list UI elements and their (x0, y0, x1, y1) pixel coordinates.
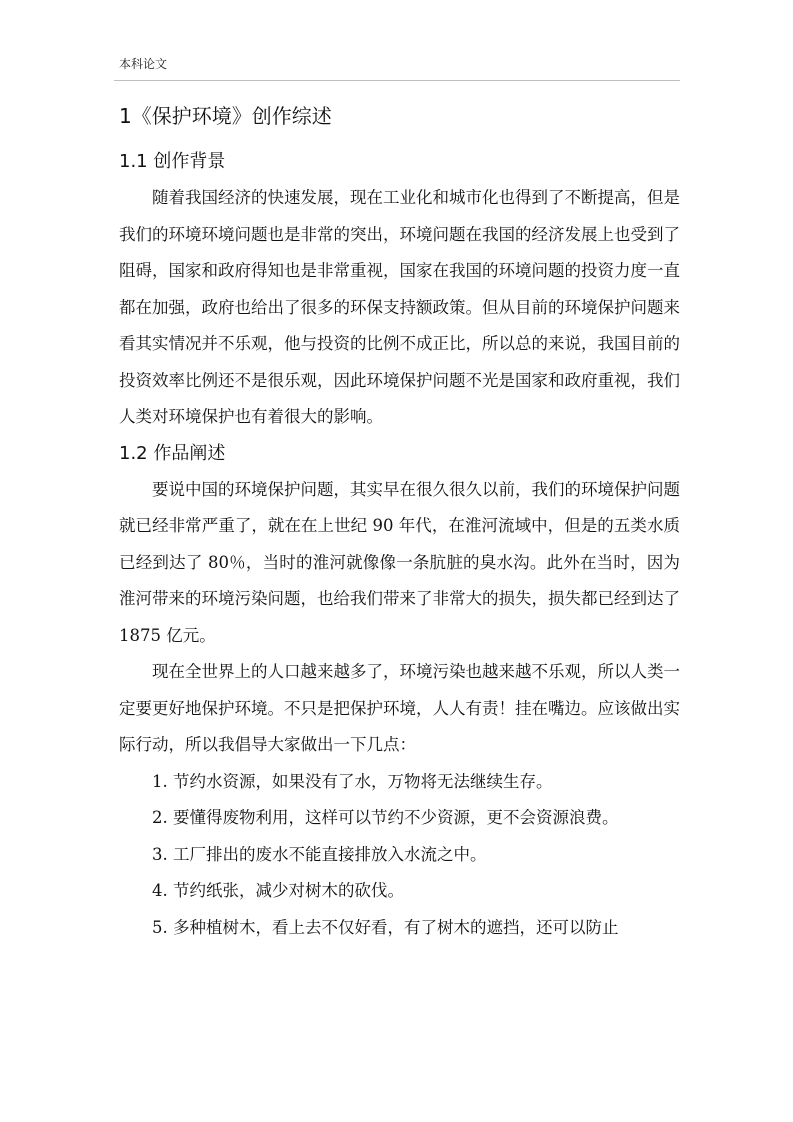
list-item: 5. 多种植树木，看上去不仅好看，有了树木的遮挡，还可以防止 (152, 917, 619, 937)
page-header: 本科论文 (119, 57, 168, 71)
list-item: 4. 节约纸张，减少对树木的砍伐。 (152, 881, 404, 900)
chapter-title: 1《保护环境》创作综述 (119, 104, 332, 128)
list-item: 2. 要懂得废物利用，这样可以节约不少资源，更不会资源浪费。 (152, 808, 619, 827)
section-heading-description: 1.2 作品阐述 (119, 442, 226, 464)
section-paragraph-description-2: 现在全世界上的人口越来越多了，环境污染也越来越不乐观，所以人类一定要更好地保护环境。不只是把保护环境，人人有责！挂在嘴边。应该做出实际行动，所以我倡导大家做出一下几点： (119, 662, 680, 754)
section-paragraph-background: 随着我国经济的快速发展，现在工业化和城市化也得到了不断提高，但是我们的环境环境问题也是非常的突出，环境问题在我国的经济发展上也受到了阻碍，国家和政府得知也是非常重视，国家在我国的环境问题的投资力度一直都在加强，政府也给出了很多的环保支持额政策。但从目前的环境保护问题来看其实情况并不乐观，他与投资的比例不成正比，所以总的来说，我国目前的投资效率比例还不是很乐观，因此环境保护问题不光是国家和政府重视，我们人类对环境保护也有着很大的影响。 (119, 188, 680, 426)
section-paragraph-description-1: 要说中国的环境保护问题，其实早在很久很久以前，我们的环境保护问题就已经非常严重了，就在在上世纪 90 年代，在淮河流域中，但是的五类水质已经到达了 80％，当时的淮河就像像一条肮脏的臭水沟。此外在当时，因为淮河带来的环境污染问题，也给我们带来了非常大的损失，损失都已经到达了 1875 亿元。 (119, 479, 680, 645)
header-divider (114, 80, 680, 81)
section-heading-background: 1.1 创作背景 (119, 151, 226, 172)
list-item: 3. 工厂排出的废水不能直接排放入水流之中。 (152, 844, 487, 864)
list-item: 1. 节约水资源，如果没有了水，万物将无法继续生存。 (152, 771, 553, 791)
document-body (119, 98, 680, 946)
